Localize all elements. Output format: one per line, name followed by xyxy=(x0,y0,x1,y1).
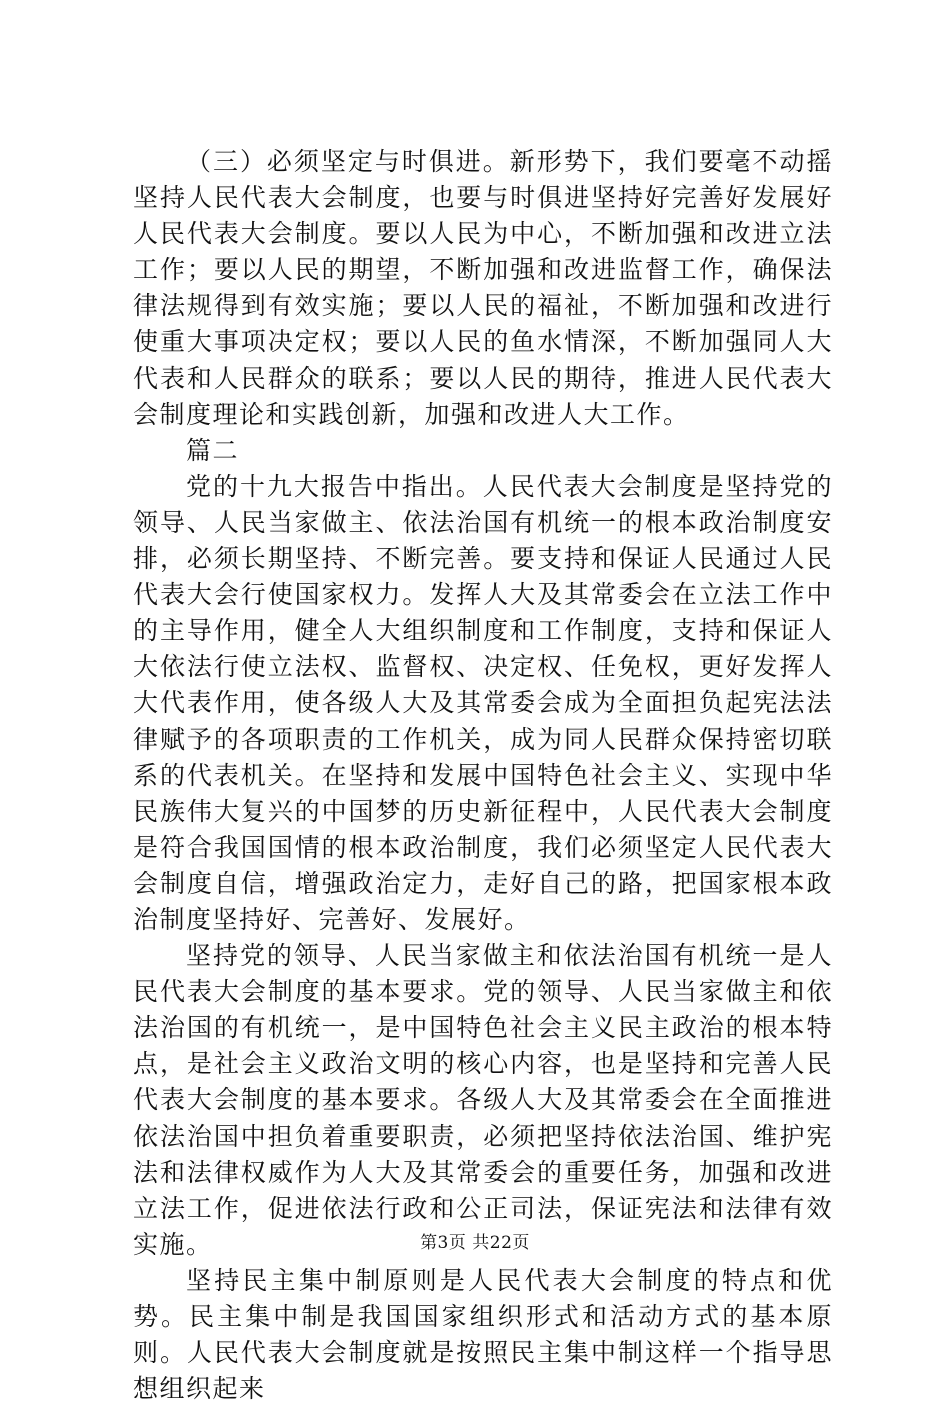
body-text xyxy=(133,144,833,1407)
paragraph-section-three: （三）必须坚定与时俱进。新形势下，我们要毫不动摇坚持人民代表大会制度，也要与时俱进坚持好完善好发展好人民代表大会制度。要以人民为中心，不断加强和改进立法工作；要以人民的期望，不断加强和改进监督工作，确保法律法规得到有效实施；要以人民的福祉，不断加强和改进行使重大事项决定权；要以人民的鱼水情深，不断加强同人大代表和人民群众的联系；要以人民的期待，推进人民代表大会制度理论和实践创新，加强和改进人大工作。 xyxy=(133,147,833,429)
page-number-footer: 第3页 共22页 xyxy=(420,1233,530,1253)
paragraph-democratic-centralism: 坚持民主集中制原则是人民代表大会制度的特点和优势。民主集中制是我国国家组织形式和活动方式的基本原则。人民代表大会制度就是按照民主集中制这样一个指导思想组织起来 xyxy=(133,1265,833,1404)
section-heading-part-two: 篇二 xyxy=(186,435,240,465)
paragraph-basic-requirement: 坚持党的领导、人民当家做主和依法治国有机统一是人民代表大会制度的基本要求。党的领导、人民当家做主和依法治国的有机统一，是中国特色社会主义民主政治的根本特点，是社会主义政治文明的核心内容，也是坚持和完善人民代表大会制度的基本要求。各级人大及其常委会在全面推进依法治国中担负着重要职责，必须把坚持依法治国、维护宪法和法律权威作为人大及其常委会的重要任务，加强和改进立法工作，促进依法行政和公正司法，保证宪法和法律有效实施。 xyxy=(133,941,833,1259)
paragraph-nineteenth-congress: 党的十九大报告中指出。人民代表大会制度是坚持党的领导、人民当家做主、依法治国有机统一的根本政治制度安排，必须长期坚持、不断完善。要支持和保证人民通过人民代表大会行使国家权力。发挥人大及其常委会在立法工作中的主导作用，健全人大组织制度和工作制度，支持和保证人大依法行使立法权、监督权、决定权、任免权，更好发挥人大代表作用，使各级人大及其常委会成为全面担负起宪法法律赋予的各项职责的工作机关，成为同人民群众保持密切联系的代表机关。在坚持和发展中国特色社会主义、实现中华民族伟大复兴的中国梦的历史新征程中，人民代表大会制度是符合我国国情的根本政治制度，我们必须坚定人民代表大会制度自信，增强政治定力，走好自己的路，把国家根本政治制度坚持好、完善好、发展好。 xyxy=(133,471,833,934)
